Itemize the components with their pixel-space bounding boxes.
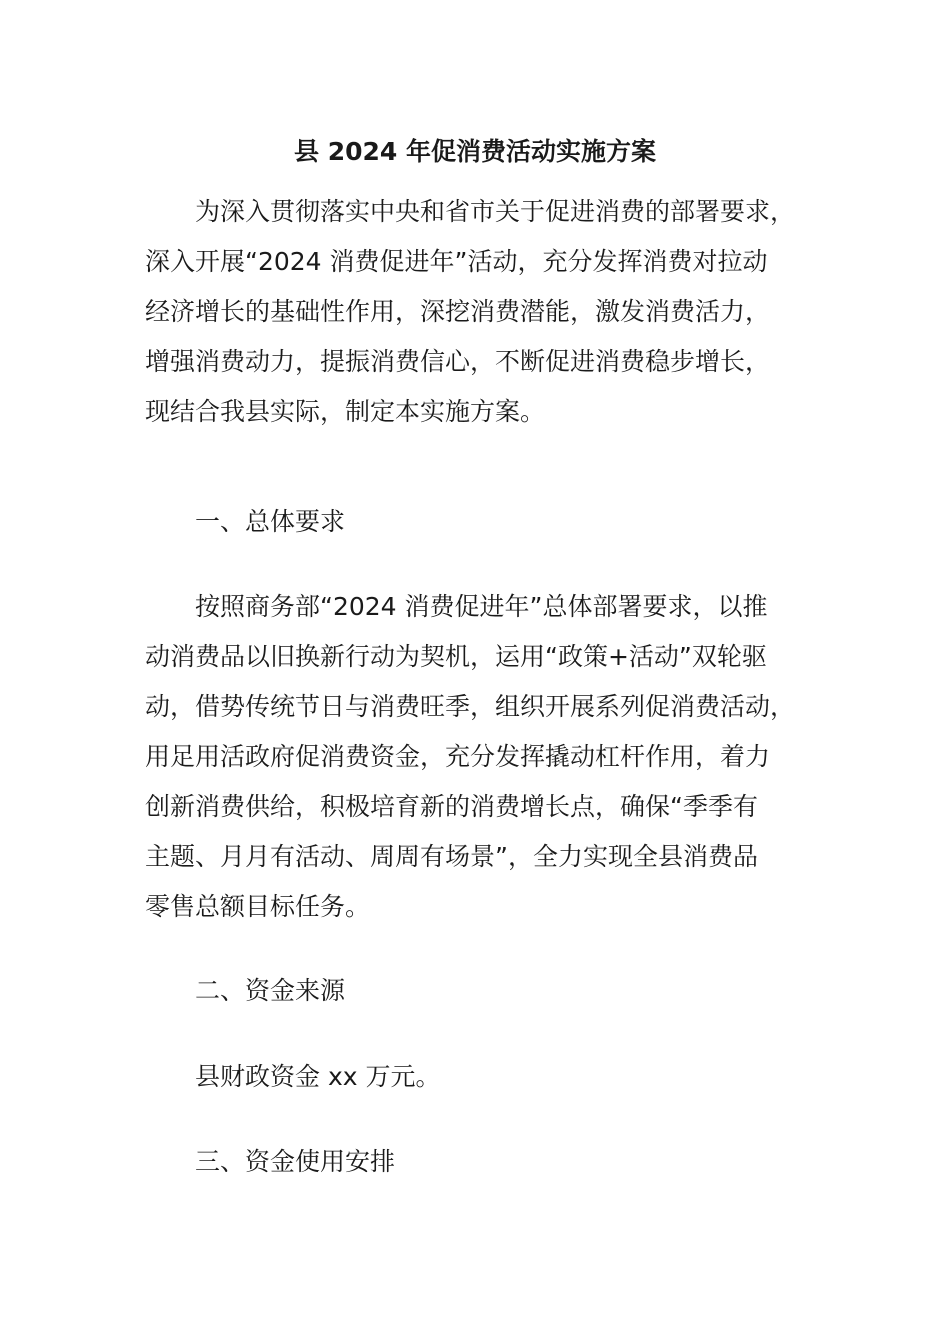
section-heading: 一、总体要求 — [195, 507, 346, 536]
section1-line: 动消费品以旧换新行动为契机，运用“政策+活动”双轮驱 — [145, 642, 767, 671]
section1-heading-block — [145, 497, 810, 547]
intro-line: 为深入贯彻落实中央和省市关于促进消费的部署要求， — [195, 197, 796, 226]
section1-paragraph — [145, 582, 810, 932]
intro-paragraph — [145, 187, 810, 437]
intro-line: 经济增长的基础性作用，深挖消费潜能，激发消费活力， — [145, 297, 771, 326]
intro-line: 现结合我县实际，制定本实施方案。 — [145, 397, 546, 426]
section-heading: 三、资金使用安排 — [195, 1147, 396, 1176]
intro-line: 深入开展“2024 消费促进年”活动，充分发挥消费对拉动 — [145, 247, 768, 276]
section-heading: 二、资金来源 — [195, 976, 346, 1005]
section1-line: 主题、月月有活动、周周有场景”，全力实现全县消费品 — [145, 842, 758, 871]
section1-line: 按照商务部“2024 消费促进年”总体部署要求，以推 — [195, 592, 768, 621]
section1-line: 动，借势传统节日与消费旺季，组织开展系列促消费活动， — [145, 692, 796, 721]
section1-line: 创新消费供给，积极培育新的消费增长点，确保“季季有 — [145, 792, 758, 821]
intro-line: 增强消费动力，提振消费信心，不断促进消费稳步增长， — [145, 347, 771, 376]
section3-heading-block — [145, 1137, 810, 1187]
section2-text: 县财政资金 xx 万元。 — [195, 1062, 441, 1091]
section2-heading-block — [145, 966, 810, 1016]
document-title: 县 2024 年促消费活动实施方案 — [294, 137, 656, 166]
section2-paragraph — [145, 1052, 810, 1102]
section1-line: 用足用活政府促消费资金，充分发挥撬动杠杆作用，着力 — [145, 742, 771, 771]
section1-line: 零售总额目标任务。 — [145, 892, 371, 921]
